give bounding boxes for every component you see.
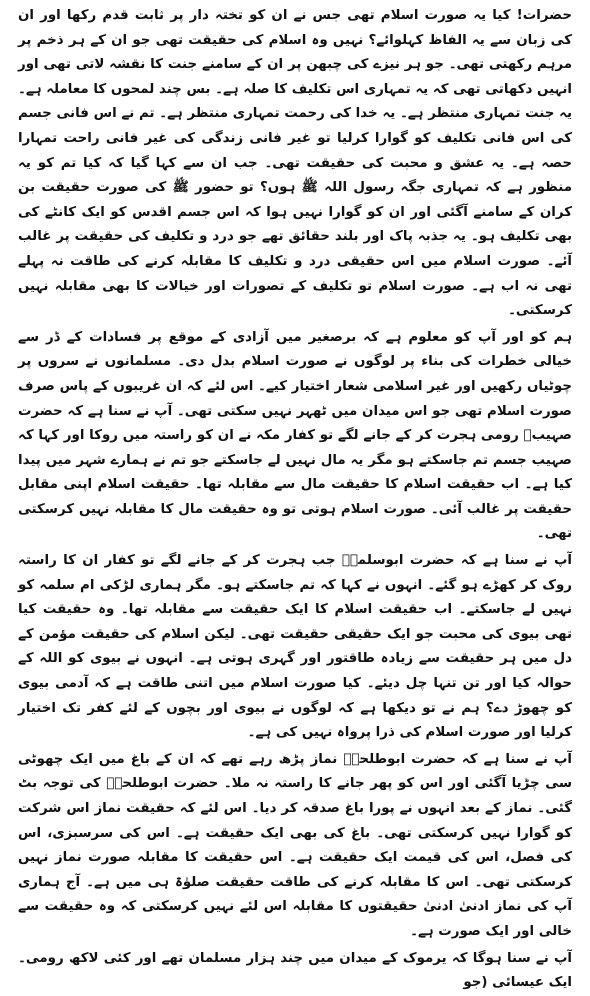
paragraph-4: آپ نے سنا ہے کہ حضرت ابوطلحہؓ نماز پڑھ رہے تھے کہ ان کے باغ میں ایک چھوٹی سی چڑیا آگئی اور اس کو پھر جانے کا راستہ نہ ملا۔ حضرت ابوطلحہؓ کی توجہ بٹ گئی۔ نماز کے بعد انہوں نے پورا باغ صدقہ کر دیا۔ اس لئے کہ حقیقت نماز اس شرکت کو گوارا نہیں کرسکتی تھی۔ باغ کی بھی ایک حقیقت ہے۔ اس کی سرسبزی، اس کی فصل، اس کی قیمت ایک حقیقت ہے۔ اس حقیقت کا مقابلہ صورت نماز نہیں کرسکتی تھی۔ اس کا مقابلہ کرنے کی طاقت حقیقت صلوٰۃ ہی میں ہے۔ آج ہماری آپ کی نماز ادنیٰ ادنیٰ حقیقتوں کا مقابلہ اس لئے نہیں کرسکتی کہ وہ حقیقت سے خالی اور ایک صورت ہے۔: [18, 751, 572, 939]
paragraph-3: آپ نے سنا ہے کہ حضرت ابوسلمہؓ جب ہجرت کر کے جانے لگے تو کفار ان کا راستہ روک کر کھڑے ہو گئے۔ انہوں نے کہا کہ تم جاسکتے ہو۔ مگر ہماری لڑکی ام سلمہ کو نہیں لے جاسکتے۔ اب حقیقت اسلام کا ایک حقیقت سے مقابلہ تھا۔ وہ حقیقت کیا تھی بیوی کی محبت جو ایک حقیقی حقیقت تھی۔ لیکن اسلام کی حقیقت مؤمن کے دل میں ہر حقیقت سے زیادہ طاقتور اور گہری ہوتی ہے۔ انہوں نے بیوی کو اللہ کے حوالہ کیا اور تن تنہا چل دیئے۔ کیا صورت اسلام میں اتنی طاقت ہے کہ آدمی بیوی کو چھوڑ دے؟ ہم نے تو دیکھا ہے کہ لوگوں نے بیوی اور بچوں کے لئے کفر تک اختیار کرلیا اور صورت اسلام کی ذرا پرواہ نہیں کی ہے۔: [18, 553, 572, 741]
paragraph-5: آپ نے سنا ہوگا کہ یرموک کے میدان میں چند ہزار مسلمان تھے اور کئی لاکھ رومی۔ ایک عیسائی (جو: [18, 950, 572, 991]
paragraph-2: ہم کو اور آپ کو معلوم ہے کہ برصغیر میں آزادی کے موقع پر فسادات کے ڈر سے خیالی خطرات کی بناء پر لوگوں نے صورت اسلام بدل دی۔ مسلمانوں نے سروں پر چوٹیاں رکھیں اور غیر اسلامی شعار اختیار کیے۔ اس لئے کہ ان غریبوں کے پاس صرف صورت اسلام تھی جو اس میدان میں ٹھہر نہیں سکتی تھی۔ آپ نے سنا ہے کہ حضرت صہیبؓ رومی ہجرت کر کے جانے لگے تو کفار مکہ نے ان کو راستہ میں روکا اور کہا کہ صہیب جسم تم جاسکتے ہو مگر یہ مال نہیں لے جاسکتے جو تم نے ہمارے شہر میں پیدا کیا ہے۔ اب حقیقت اسلام کا حقیقت مال سے مقابلہ تھا۔ حقیقت اسلام اپنی مقابل حقیقت پر غالب آئی۔ صورت اسلام ہوتی تو وہ حقیقت مال کا مقابلہ نہیں کرسکتی تھی۔: [18, 329, 572, 542]
document-page: [18, 4, 572, 991]
paragraph-1: حضرات! کیا یہ صورت اسلام تھی جس نے ان کو تختہ دار پر ثابت قدم رکھا اور ان کی زبان سے یہ الفاظ کہلوائے؟ نہیں وہ اسلام کی حقیقت تھی جو ان کے ہر ذخم پر مرہم رکھتی تھی۔ جو ہر نیزے کی چبھن پر ان کے سامنے جنت کا نقشہ لاتی تھی اور انہیں دکھاتی تھی کہ یہ تمہاری اس تکلیف کا صلہ ہے۔ بس چند لمحوں کا معاملہ ہے۔ یہ جنت تمہاری منتظر ہے۔ یہ خدا کی رحمت تمہاری منتظر ہے۔ تم نے اس فانی جسم کی اس فانی تکلیف کو گوارا کرلیا تو غیر فانی زندگی کی غیر فانی راحت تمہارا حصہ ہے۔ یہ عشق و محبت کی حقیقت تھی۔ جب ان سے کہا گیا کہ کیا تم کو یہ منظور ہے کہ تمہاری جگہ رسول اللہ ﷺ ہوں؟ تو حضور ﷺ کی صورت حقیقت بن کران کے سامنے آگئی اور ان کو گوارا نہیں ہوا کہ اس جسم اقدس کو ایک کانٹے کی بھی تکلیف ہو۔ یہ جذبہ پاک اور بلند حقائق تھے جو درد و تکلیف کی حقیقت پر غالب آئے۔ صورت اسلام میں اس حقیقی درد و تکلیف کا مقابلہ کرنے کی طاقت نہ پہلے تھی نہ اب ہے۔ صورت اسلام تو تکلیف کے تصورات اور خیالات کا بھی مقابلہ نہیں کرسکتی۔: [18, 8, 572, 319]
